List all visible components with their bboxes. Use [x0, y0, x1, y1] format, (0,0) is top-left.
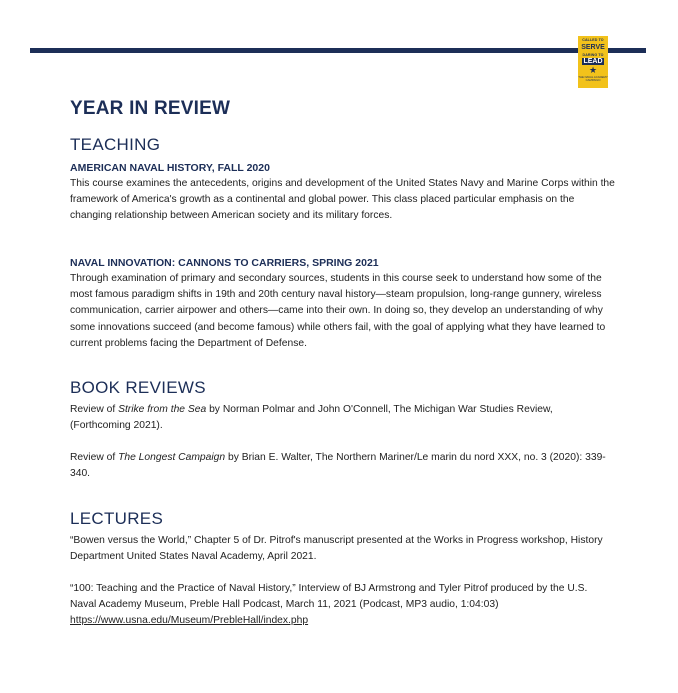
- review-book-title: Strike from the Sea: [118, 404, 207, 415]
- course-description-1: This course examines the antecedents, origins and development of the United States Navy and Marine Corps within the framework of America's growth as a continental and global power. This class placed particular emphasis on the changing relationship between American society and its military forces.: [70, 178, 615, 222]
- badge-line-4: LEAD: [583, 58, 603, 66]
- campaign-logo-badge: [578, 36, 608, 88]
- lecture-2: [70, 581, 615, 630]
- review-suffix: by Norman Polmar and John O'Connell, The Michigan War Studies Review, (Forthcoming 2021).: [70, 404, 553, 432]
- lecture-2-text: “100: Teaching and the Practice of Naval History,” Interview of BJ Armstrong and Tyler Pitrof produced by the U.S. Naval Academy Museum, Preble Hall Podcast, March 11, 2021 (Podcast, MP3 audio, 1:04:03): [70, 583, 588, 611]
- header-rule: [30, 48, 646, 53]
- review-prefix: Review of: [70, 452, 119, 463]
- review-book-title: The Longest Campaign: [118, 452, 226, 463]
- podcast-link[interactable]: https://www.usna.edu/Museum/PrebleHall/index.php: [70, 615, 309, 627]
- lectures-heading: LECTURES: [70, 509, 164, 528]
- teaching-heading: TEACHING: [70, 135, 161, 154]
- badge-line-5: THE NAVAL ACADEMY CAMPAIGN: [578, 75, 608, 82]
- page-title: YEAR IN REVIEW: [70, 98, 231, 119]
- badge-line-1: CALLED TO: [582, 38, 604, 42]
- book-review-1: [70, 402, 615, 434]
- badge-line-3: DARING TO: [582, 52, 604, 57]
- course-title-2: NAVAL INNOVATION: CANNONS TO CARRIERS, SPRING 2021: [70, 257, 379, 269]
- star-icon: ★: [588, 65, 598, 76]
- badge-line-2: SERVE: [581, 43, 605, 51]
- review-suffix: by Brian E. Walter, The Northern Mariner/Le marin du nord XXX, no. 3 (2020): 339-340.: [70, 452, 606, 480]
- book-review-2: [70, 450, 615, 482]
- course-description-2: Through examination of primary and secondary sources, students in this course seek to understand how some of the most famous paradigm shifts in 19th and 20th century naval history—steam propulsion, long-range gunnery, wireless communication, carrier airpower and others—came into their own. In doing so, they develop an understanding of why some innovations succeed (and become famous) while others fail, with the goal of applying what they have learned to current problems facing the Department of Defense.: [70, 273, 606, 349]
- review-prefix: Review of: [70, 404, 119, 415]
- lecture-1: “Bowen versus the World,” Chapter 5 of Dr. Pitrof's manuscript presented at the Works in Progress workshop, History Department United States Naval Academy, April 2021.: [70, 535, 603, 563]
- book-reviews-heading: BOOK REVIEWS: [70, 378, 206, 397]
- course-title-1: AMERICAN NAVAL HISTORY, FALL 2020: [70, 162, 270, 174]
